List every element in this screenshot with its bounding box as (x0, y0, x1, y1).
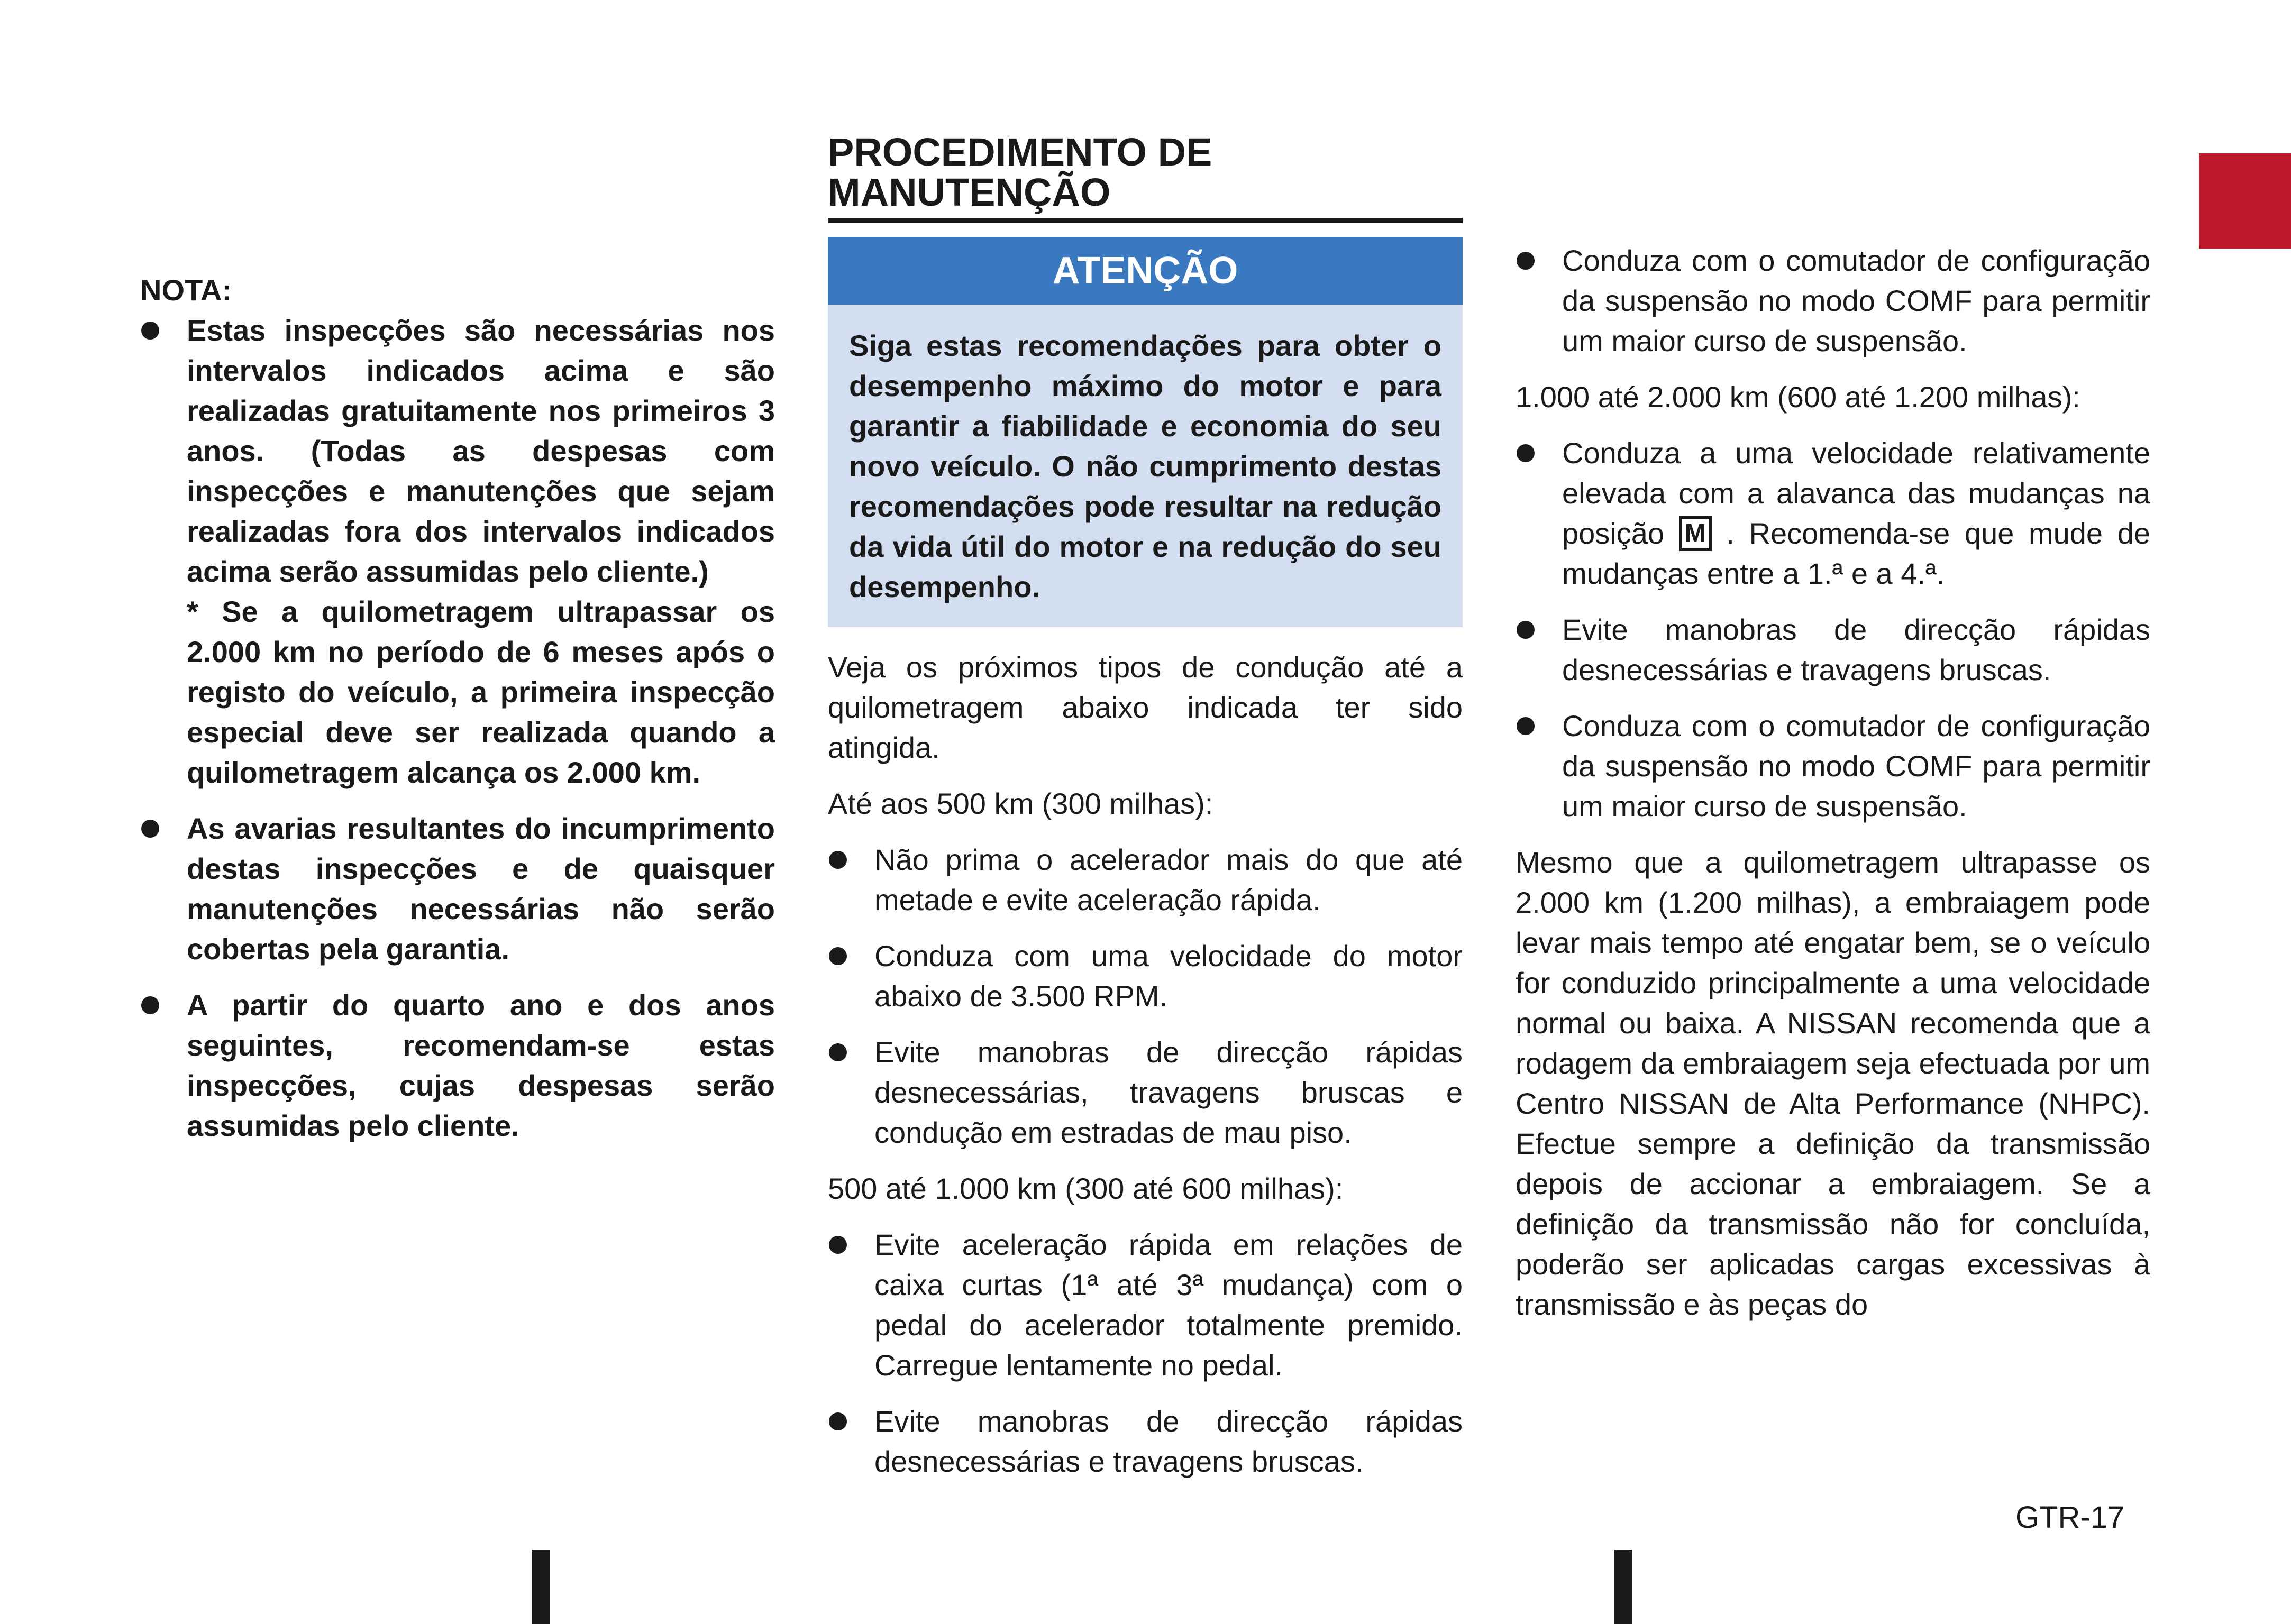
section-tab-marker (2199, 153, 2291, 249)
right-column (1516, 241, 2150, 1325)
stage2-list (828, 1225, 1463, 1482)
warning-text: Siga estas recomendações para obter o desempenho máximo do motor e para garantir a fiabilidade e economia do seu novo veículo. O não cumprimento destas recomendações pode resultar na redução da vida útil do motor e na redução do seu desempenho. (828, 305, 1463, 627)
note-item: A partir do quarto ano e dos anos seguintes, recomendam-se estas inspecções, cujas despesas serão assumidas pelo cliente. (140, 985, 775, 1146)
right-list-1 (1516, 241, 2150, 361)
list-item: Não prima o acelerador mais do que até metade e evite aceleração rápida. (828, 840, 1463, 920)
intro-paragraph: Veja os próximos tipos de condução até a quilometragem abaixo indicada ter sido atingida. (828, 650, 1463, 764)
section-title-line-1: PROCEDIMENTO DE (828, 130, 1212, 174)
right-list-2 (1516, 433, 2150, 827)
warning-title: ATENÇÃO (828, 237, 1463, 305)
crop-mark-left (532, 1550, 550, 1624)
page-number: GTR-17 (2015, 1500, 2125, 1535)
gear-m-icon: M (1679, 516, 1712, 551)
list-item: Evite manobras de direcção rápidas desnecessárias, travagens bruscas e condução em estradas de mau piso. (828, 1032, 1463, 1153)
list-item: Conduza com o comutador de configuração da suspensão no modo COMF para permitir um maior curso de suspensão. (1516, 241, 2150, 361)
note-item (140, 310, 775, 793)
list-item-text-pre: Conduza a uma velocidade relativamente elevada com a alavanca das mudanças na posição (1562, 436, 2150, 550)
list-item: Evite manobras de direcção rápidas desnecessárias e travagens bruscas. (828, 1401, 1463, 1482)
stage-heading-500km: Até aos 500 km (300 milhas): (828, 787, 1213, 820)
list-item (1516, 433, 2150, 594)
warning-box (828, 237, 1463, 627)
list-item-text-post: . Recomenda-se que mude de mudanças entre a 1.ª e a 4.ª. (1562, 517, 2151, 590)
stage1-list (828, 840, 1463, 1153)
section-title (828, 132, 1463, 223)
list-item: Evite manobras de direcção rápidas desnecessárias e travagens bruscas. (1516, 610, 2150, 690)
list-item: Conduza com uma velocidade do motor abaixo de 3.500 RPM. (828, 936, 1463, 1016)
stage-heading-2000km: 1.000 até 2.000 km (600 até 1.200 milhas): (1516, 380, 2080, 414)
closing-paragraph: Mesmo que a quilometragem ultrapasse os 2.000 km (1.200 milhas), a embraiagem pode levar mais tempo até engatar bem, se o veículo for conduzido principalmente a uma velocidade normal ou baixa. A NISSAN recomenda que a rodagem da embraiagem seja efectuada por um Centro NISSAN de Alta Performance (NHPC). Efectue sempre a definição da transmissão depois de accionar a embraiagem. Se a definição da transmissão não for concluída, poderão ser aplicadas cargas excessivas à transmissão e às peças do (1516, 846, 2150, 1321)
note-list (140, 310, 775, 1146)
list-item: Conduza com o comutador de configuração da suspensão no modo COMF para permitir um maior curso de suspensão. (1516, 706, 2150, 827)
note-item: As avarias resultantes do incumprimento destas inspecções e de quaisquer manutenções necessárias não serão cobertas pela garantia. (140, 809, 775, 969)
middle-column (828, 132, 1463, 1498)
asterisk-note: * Se a quilometragem ultrapassar os 2.000 km no período de 6 meses após o registo do veículo, a primeira inspecção especial deve ser realizada quando a quilometragem alcança os 2.000 km. (187, 595, 775, 789)
crop-mark-right (1614, 1550, 1632, 1624)
note-label: NOTA: (140, 273, 232, 307)
left-column (140, 241, 775, 1162)
section-title-line-2: MANUTENÇÃO (828, 170, 1111, 214)
stage-heading-1000km: 500 até 1.000 km (300 até 600 milhas): (828, 1172, 1344, 1205)
list-item: Evite aceleração rápida em relações de caixa curtas (1ª até 3ª mudança) com o pedal do acelerador totalmente premido. Carregue lentamente no pedal. (828, 1225, 1463, 1386)
note-item-text: Estas inspecções são necessárias nos intervalos indicados acima e são realizadas gratuitamente nos primeiros 3 anos. (Todas as despesas com inspecções e manutenções que sejam realizadas fora dos intervalos indicados acima serão assumidas pelo cliente.) (187, 314, 775, 588)
